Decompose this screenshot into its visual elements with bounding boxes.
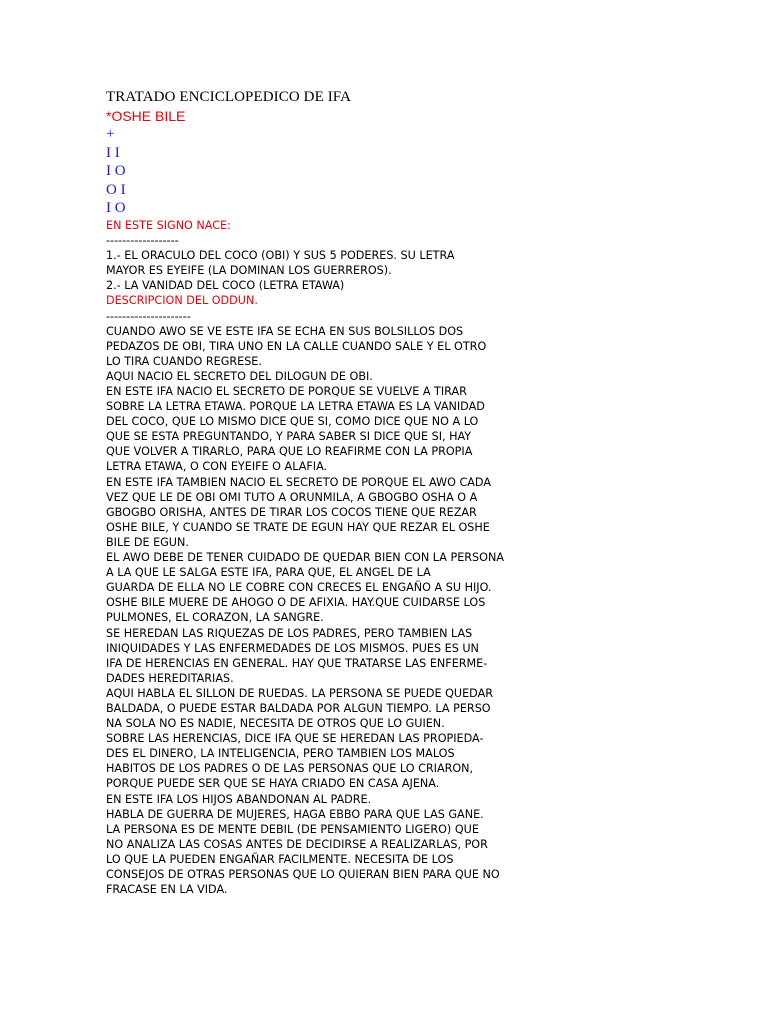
body-line: BILE DE EGUN. <box>106 535 189 549</box>
body-line: EN ESTE IFA LOS HIJOS ABANDONAN AL PADRE. <box>106 792 372 806</box>
body-line: QUE VOLVER A TIRARLO, PARA QUE LO REAFIRME CON LA PROPIA <box>106 445 473 459</box>
body-line: LO QUE LA PUEDEN ENGAÑAR FACILMENTE. NECESITA DE LOS <box>106 852 454 866</box>
nace-line: 1.- EL ORACULO DEL COCO (OBI) Y SUS 5 PODERES. SU LETRA <box>106 249 455 263</box>
body-line: VEZ QUE LE DE OBI OMI TUTO A ORUNMILA, A GBOGBO OSHA O A <box>106 490 478 504</box>
sign-mark: + <box>106 126 115 142</box>
body-line: OSHE BILE, Y CUANDO SE TRATE DE EGUN HAY QUE REZAR EL OSHE <box>106 520 490 534</box>
sign-mark: I O <box>106 200 126 217</box>
body-text <box>106 324 526 898</box>
sign-name: *OSHE BILE <box>106 108 186 124</box>
document-title: TRATADO ENCICLOPEDICO DE IFA <box>106 89 352 105</box>
body-line: QUE SE ESTA PREGUNTANDO, Y PARA SABER SI DICE QUE SI, HAY <box>106 430 472 444</box>
body-line: SE HEREDAN LAS RIQUEZAS DE LOS PADRES, PERO TAMBIEN LAS <box>106 626 473 640</box>
body-line: BALDADA, O PUEDE ESTAR BALDADA POR ALGUN TIEMPO. LA PERSO <box>106 701 491 715</box>
body-line: HABITOS DE LOS PADRES O DE LAS PERSONAS QUE LO CRIARON, <box>106 762 474 776</box>
section-heading-descripcion: DESCRIPCION DEL ODDUN. <box>106 294 258 308</box>
body-line: AQUI HABLA EL SILLON DE RUEDAS. LA PERSONA SE PUEDE QUEDAR <box>106 686 494 700</box>
body-line: INIQUIDADES Y LAS ENFERMEDADES DE LOS MISMOS. PUES ES UN <box>106 641 479 655</box>
body-line: SOBRE LAS HERENCIAS, DICE IFA QUE SE HEREDAN LAS PROPIEDA- <box>106 732 484 746</box>
body-line: NO ANALIZA LAS COSAS ANTES DE DECIDIRSE A REALIZARLAS, POR <box>106 837 488 851</box>
body-line: CONSEJOS DE OTRAS PERSONAS QUE LO QUIERAN BIEN PARA QUE NO <box>106 868 500 881</box>
body-line: GBOGBO ORISHA, ANTES DE TIRAR LOS COCOS TIENE QUE REZAR <box>106 505 477 519</box>
body-line: HABLA DE GUERRA DE MUJERES, HAGA EBBO PARA QUE LAS GANE. <box>106 807 484 821</box>
body-line: DEL COCO, QUE LO MISMO DICE QUE SI, COMO DICE QUE NO A LO <box>106 415 479 429</box>
separator: ------------------ <box>106 234 179 248</box>
body-line: PEDAZOS DE OBI, TIRA UNO EN LA CALLE CUANDO SALE Y EL OTRO <box>106 339 487 353</box>
nace-line: MAYOR ES EYEIFE (LA DOMINAN LOS GUERREROS). <box>106 264 392 278</box>
sign-mark: I I <box>106 144 120 161</box>
body-line: AQUI NACIO EL SECRETO DEL DILOGUN DE OBI. <box>106 369 373 383</box>
body-line: LA PERSONA ES DE MENTE DEBIL (DE PENSAMIENTO LIGERO) QUE <box>106 822 479 836</box>
body-line: SOBRE LA LETRA ETAWA. PORQUE LA LETRA ETAWA ES LA VANIDAD <box>106 400 485 414</box>
body-line: LO TIRA CUANDO REGRESE. <box>106 354 262 368</box>
nace-list <box>106 248 526 293</box>
body-line: A LA QUE LE SALGA ESTE IFA, PARA QUE, EL ANGEL DE LA <box>106 566 431 580</box>
body-line: LETRA ETAWA, O CON EYEIFE O ALAFIA. <box>106 460 328 474</box>
sign-marks <box>106 125 526 218</box>
body-line: DADES HEREDITARIAS. <box>106 671 234 685</box>
body-line: OSHE BILE MUERE DE AHOGO O DE AFIXIA. HAY.QUE CUIDARSE LOS <box>106 596 486 610</box>
section-heading-nace: EN ESTE SIGNO NACE: <box>106 218 231 232</box>
body-line: DES EL DINERO, LA INTELIGENCIA, PERO TAMBIEN LOS MALOS <box>106 747 455 761</box>
body-line: IFA DE HERENCIAS EN GENERAL. HAY QUE TRATARSE LAS ENFERME- <box>106 656 488 670</box>
body-line: EN ESTE IFA TAMBIEN NACIO EL SECRETO DE PORQUE EL AWO CADA <box>106 475 491 489</box>
body-line: FRACASE EN LA VIDA. <box>106 883 228 897</box>
body-line: EN ESTE IFA NACIO EL SECRETO DE PORQUE SE VUELVE A TIRAR <box>106 385 467 398</box>
separator: --------------------- <box>106 309 191 323</box>
body-line: EL AWO DEBE DE TENER CUIDADO DE QUEDAR BIEN CON LA PERSONA <box>106 551 504 565</box>
sign-mark: I O <box>106 163 126 180</box>
body-line: PULMONES, EL CORAZON, LA SANGRE. <box>106 611 324 625</box>
sign-mark: O I <box>106 181 126 198</box>
body-line: NA SOLA NO ES NADIE, NECESITA DE OTROS QUE LO GUIEN. <box>106 717 445 731</box>
document-page <box>106 88 526 897</box>
body-line: PORQUE PUEDE SER QUE SE HAYA CRIADO EN CASA AJENA. <box>106 777 440 791</box>
nace-line: 2.- LA VANIDAD DEL COCO (LETRA ETAWA) <box>106 279 345 293</box>
body-line: CUANDO AWO SE VE ESTE IFA SE ECHA EN SUS BOLSILLOS DOS <box>106 324 464 338</box>
body-line: GUARDA DE ELLA NO LE COBRE CON CRECES EL ENGAÑO A SU HIJO. <box>106 581 492 595</box>
